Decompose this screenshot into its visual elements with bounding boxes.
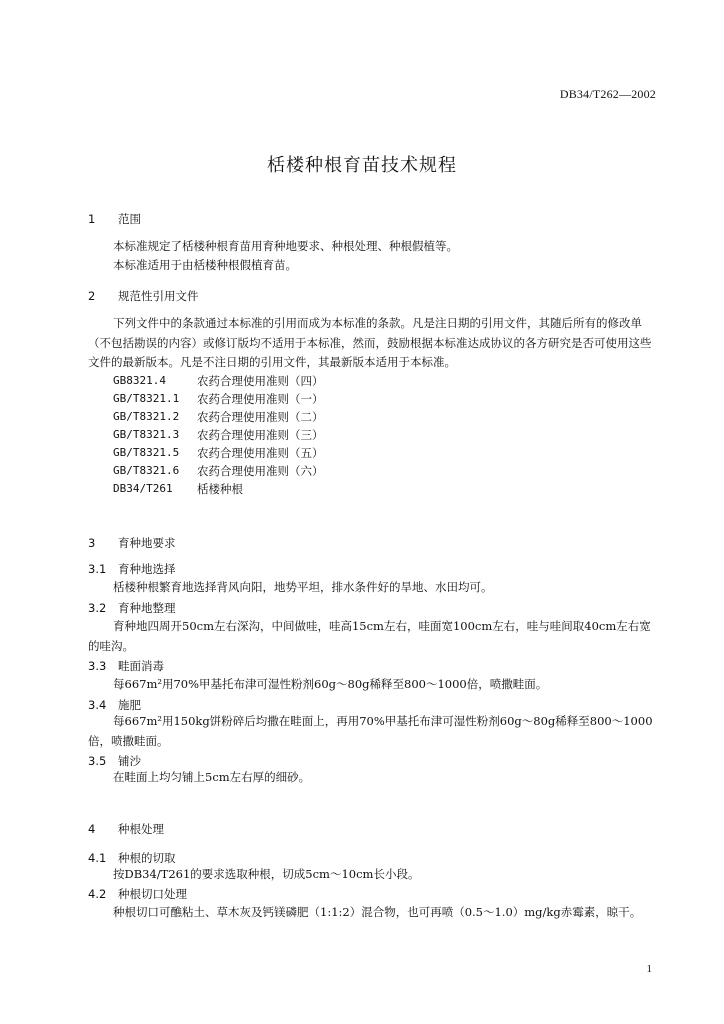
- section-3-2-text: 育种地四周开50cm左右深沟，中间做哇，哇高15cm左右，哇面宽100cm左右，哇与哇间取40cm左右宽的哇沟。: [88, 619, 651, 653]
- section-1-para-1: 本标准规定了栝楼种根育苗用育种地要求、种根处理、种根假植等。: [113, 239, 458, 253]
- section-3-3-heading: 3.3 畦面消毒: [88, 659, 164, 673]
- section-3-4-heading: 3.4 施肥: [88, 698, 141, 712]
- reference-item: GB/T8321.6 农药合理使用准则（六）: [113, 464, 324, 478]
- reference-item: GB8321.4 农药合理使用准则（四）: [113, 374, 324, 388]
- section-2-heading: 2 规范性引用文件: [88, 289, 199, 303]
- section-4-heading: 4 种根处理: [88, 822, 164, 836]
- section-1-para-2: 本标准适用于由栝楼种根假植育苗。: [113, 258, 297, 272]
- page-number: 1: [646, 963, 652, 975]
- section-1-heading: 1 范围: [88, 212, 141, 226]
- section-4-1-text: 按DB34/T261的要求选取种根，切成5cm～10cm长小段。: [113, 867, 420, 881]
- section-3-5-heading: 3.5 铺沙: [88, 754, 141, 768]
- reference-list: [113, 372, 324, 498]
- section-4-2-heading: 4.2 种根切口处理: [88, 887, 187, 901]
- section-4-2-text: 种根切口可醮粘土、草木灰及钙镁磷肥（1:1:2）混合物，也可再喷（0.5～1.0）mg/kg赤霉素，晾干。: [113, 905, 642, 919]
- standard-code: DB34/T262—2002: [559, 87, 656, 101]
- reference-item: DB34/T261 栝楼种根: [113, 482, 243, 496]
- section-3-4-text: 每667m²用150kg饼粉碎后均撒在畦面上，再用70%甲基托布津可湿性粉剂60g～80g稀释至800～1000倍，喷撒畦面。: [88, 714, 653, 748]
- reference-item: GB/T8321.1 农药合理使用准则（一）: [113, 392, 324, 406]
- section-3-heading: 3 育种地要求: [88, 536, 176, 550]
- document-title: 栝楼种根育苗技术规程: [267, 155, 457, 176]
- section-3-3-text: 每667m²用70%甲基托布津可湿性粉剂60g～80g稀释至800～1000倍，喷撒畦面。: [113, 677, 548, 691]
- reference-item: GB/T8321.3 农药合理使用准则（三）: [113, 428, 324, 442]
- reference-item: GB/T8321.2 农药合理使用准则（二）: [113, 410, 324, 424]
- section-3-2-heading: 3.2 育种地整理: [88, 601, 176, 615]
- section-3-1-heading: 3.1 育种地选择: [88, 562, 176, 576]
- reference-item: GB/T8321.5 农药合理使用准则（五）: [113, 446, 324, 460]
- section-2-paragraph: 下列文件中的条款通过本标准的引用而成为本标准的条款。凡是注日期的引用文件，其随后所有的修改单（不包括勘误的内容）或修订版均不适用于本标准，然而，鼓励根据本标准达成协议的各方研究是否可使用这些文件的最新版本。凡是不注日期的引用文件，其最新版本适用于本标准。: [88, 316, 652, 369]
- section-3-5-text: 在畦面上均匀铺上5cm左右厚的细砂。: [113, 770, 311, 784]
- section-3-1-text: 栝楼种根繁育地选择背风向阳，地势平坦，排水条件好的旱地、水田均可。: [113, 580, 493, 594]
- section-4-1-heading: 4.1 种根的切取: [88, 851, 176, 865]
